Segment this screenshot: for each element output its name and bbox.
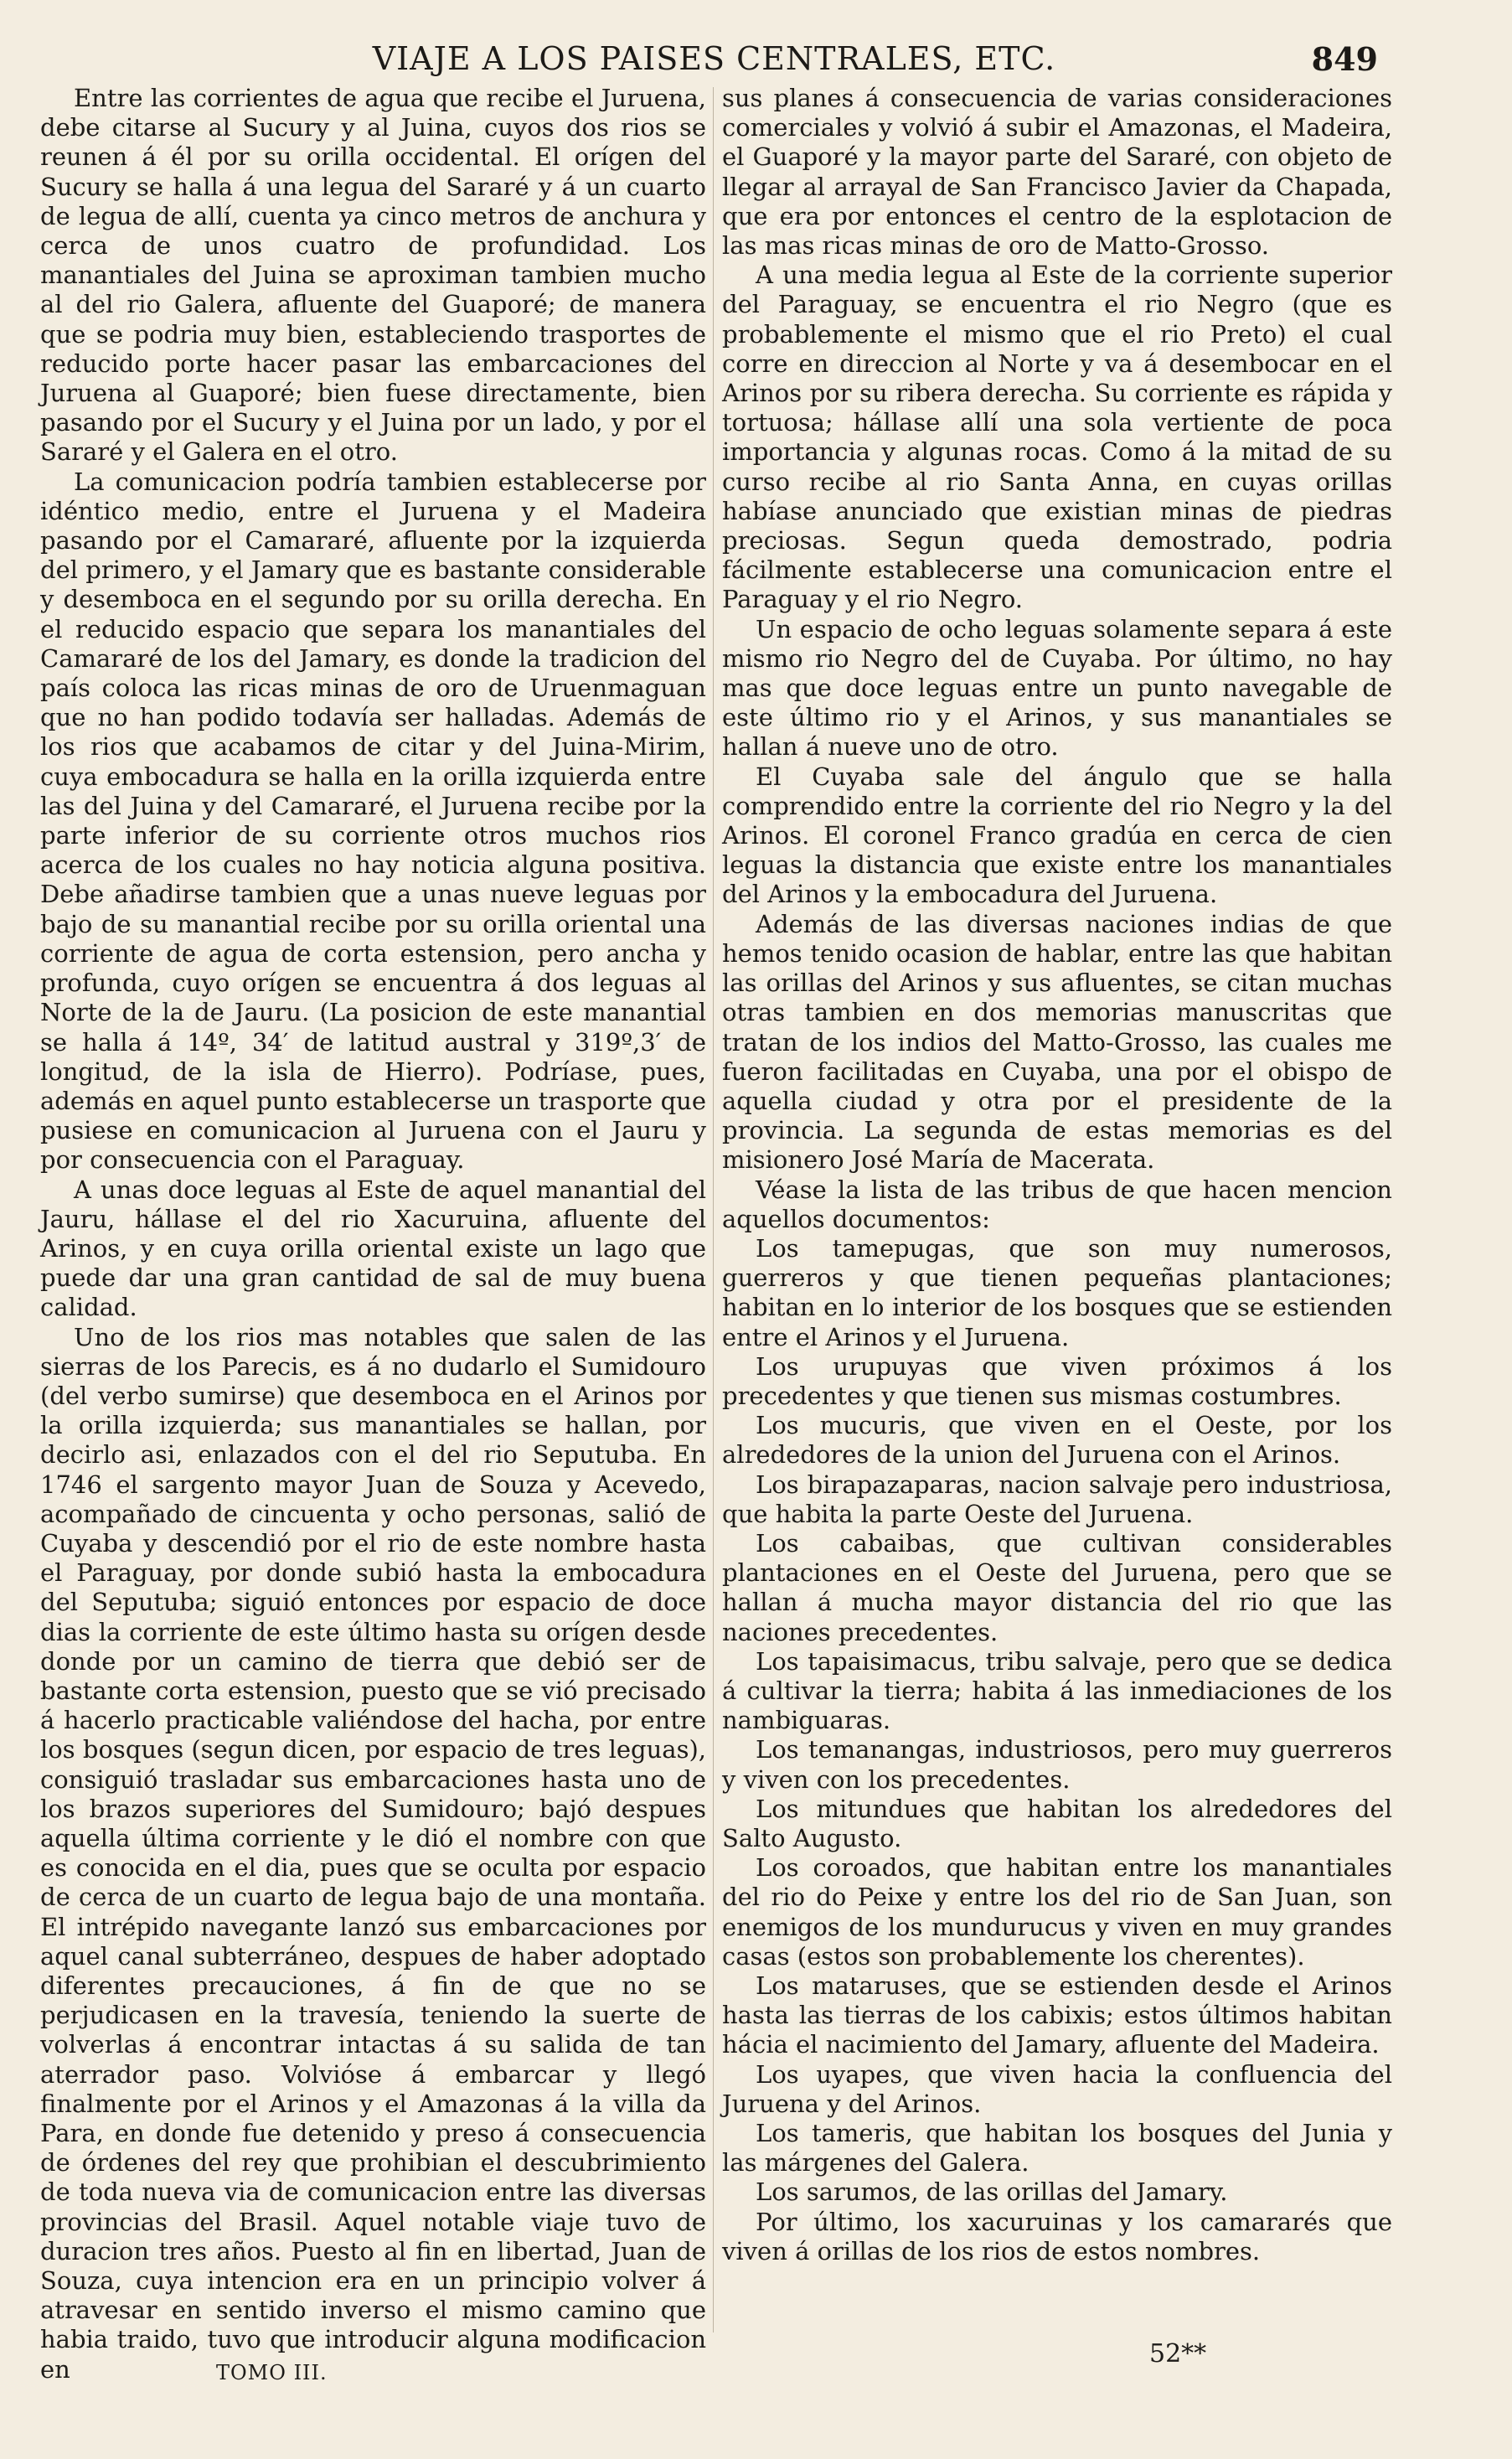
page-number: 849 xyxy=(1311,40,1378,78)
tribe-entry: Por último, los xacuruinas y los camararés que viven á orillas de los rios de estos nombres. xyxy=(722,2207,1392,2265)
tribe-entry: Los uyapes, que viven hacia la confluencia del Juruena y del Arinos. xyxy=(722,2059,1392,2118)
paragraph: Véase la lista de las tribus de que hacen mencion aquellos documentos: xyxy=(722,1175,1392,1233)
tribe-entry: Los mitundues que habitan los alrededores del Salto Augusto. xyxy=(722,1794,1392,1852)
paragraph: La comunicacion podría tambien establecerse por idéntico medio, entre el Juruena y el Madeira pasando por el Camararé, afluente por la izquierda del primero, y el Jamary que es bastante considerable y desemboca en el segundo por su orilla derecha. En el reducido espacio que separa los manantiales del Camararé de los del Jamary, es donde la tradicion del país coloca las ricas minas de oro de Uruenmaguan que no han podido todavía ser halladas. Además de los rios que acabamos de citar y del Juina-Mirim, cuya embocadura se halla en la orilla izquierda entre las del Juina y del Camararé, el Juruena recibe por la parte inferior de su corriente otros muchos rios acerca de los cuales no hay noticia alguna positiva. Debe añadirse tambien que a unas nueve leguas por bajo de su manantial recibe por su orilla oriental una corriente de agua de corta estension, pero ancha y profunda, cuyo orígen se encuentra á dos leguas al Norte de la de Jauru. (La posicion de este manantial se halla á 14º, 34′ de latitud austral y 319º,3′ de longitud, de la isla de Hierro). Podríase, pues, además en aquel punto establecerse un trasporte que pusiese en comunicacion al Juruena con el Jauru y por consecuencia con el Paraguay. xyxy=(40,467,706,1175)
tribe-entry: Los tamepugas, que son muy numerosos, guerreros y que tienen pequeñas plantaciones; habitan en lo interior de los bosques que se estienden entre el Arinos y el Juruena. xyxy=(722,1233,1392,1351)
tribe-entry: Los sarumos, de las orillas del Jamary. xyxy=(756,2177,1228,2207)
tribe-entry: Los mucuris, que viven en el Oeste, por los alrededores de la union del Juruena con el Arinos. xyxy=(722,1411,1392,1470)
volume-label: TOMO III. xyxy=(216,2361,328,2384)
paragraph: Un espacio de ocho leguas solamente separa á este mismo rio Negro del de Cuyaba. Por último, no hay mas que doce leguas entre un punto navegable de este último rio y el Arinos, y sus manantiales se hallan á nueve uno de otro. xyxy=(722,614,1392,762)
paragraph: Uno de los rios mas notables que salen de las sierras de los Parecis, es á no dudarlo el Sumidouro (del verbo sumirse) que desemboca en el Arinos por la orilla izquierda; sus manantiales se hallan, por decirlo asi, enlazados con el del rio Seputuba. En 1746 el sargento mayor Juan de Souza y Acevedo, acompañado de cincuenta y ocho personas, salió de Cuyaba y descendió por el rio de este nombre hasta el Paraguay, por donde subió hasta la embocadura del Seputuba; siguió entonces por espacio de doce dias la corriente de este último hasta su orígen desde donde por un camino de tierra que debió ser de bastante corta estension, puesto que se vió precisado á hacerlo practicable valiéndose del hacha, por entre los bosques (segun dicen, por espacio de tres leguas), consiguió trasladar sus embarcaciones hasta uno de los brazos superiores del Sumidouro; bajó despues aquella última corriente y le dió el nombre con que es conocida en el dia, pues que se oculta por espacio de cerca de un cuarto de legua bajo de una montaña. El intrépido navegante lanzó sus embarcaciones por aquel canal subterráneo, despues de haber adoptado diferentes precauciones, á fin de que no se perjudicasen en la travesía, teniendo la suerte de volverlas á encontrar intactas á su salida de tan aterrador paso. Volvióse á embarcar y llegó finalmente por el Arinos y el Amazonas á la villa da Para, en donde fue detenido y preso á consecuencia de órdenes del rey que prohibian el descubrimiento de toda nueva via de comunicacion entre las diversas provincias del Brasil. Aquel notable viaje tuvo de duracion tres años. Puesto al fin en libertad, Juan de Souza, cuya intencion era en un principio volver á atravesar en sentido inverso el mismo camino que habia traido, tuvo que introducir alguna modificacion en xyxy=(40,1322,706,2384)
running-title: VIAJE A LOS PAISES CENTRALES, ETC. xyxy=(372,40,1056,77)
paragraph: A una media legua al Este de la corriente superior del Paraguay, se encuentra el rio Negro (que es probablemente el mismo que el rio Preto) el cual corre en direccion al Norte y va á desembocar en el Arinos por su ribera derecha. Su corriente es rápida y tortuosa; hállase allí una sola vertiente de poca importancia y algunas rocas. Como á la mitad de su curso recibe al rio Santa Anna, en cuyas orillas habíase anunciado que existian minas de piedras preciosas. Segun queda demostrado, podria fácilmente establecerse una comunicacion entre el Paraguay y el rio Negro. xyxy=(722,261,1392,614)
tribe-entry: Los tapaisimacus, tribu salvaje, pero que se dedica á cultivar la tierra; habita á las inmediaciones de los nambiguaras. xyxy=(722,1646,1392,1735)
tribe-entry: Los temanangas, industriosos, pero muy guerreros y viven con los precedentes. xyxy=(722,1735,1392,1794)
tribe-entry: Los birapazaparas, nacion salvaje pero industriosa, que habita la parte Oeste del Juruena. xyxy=(722,1470,1392,1528)
tribe-entry: Los coroados, que habitan entre los manantiales del rio do Peixe y entre los del rio de San Juan, son enemigos de los mundurucus y viven en muy grandes casas (estos son probablemente los cherentes). xyxy=(722,1853,1392,1971)
tribe-entry: Los cabaibas, que cultivan considerables plantaciones en el Oeste del Juruena, pero que se hallan á mucha mayor distancia del rio que las naciones precedentes. xyxy=(722,1528,1392,1646)
tribe-entry: Los mataruses, que se estienden desde el Arinos hasta las tierras de los cabixis; estos últimos habitan hácia el nacimiento del Jamary, afluente del Madeira. xyxy=(722,1971,1392,2059)
tribe-entry: Los urupuyas que viven próximos á los precedentes y que tienen sus mismas costumbres. xyxy=(722,1351,1392,1410)
page-header xyxy=(34,37,1395,85)
paragraph: A unas doce leguas al Este de aquel manantial del Jauru, hállase el del rio Xacuruina, afluente del Arinos, y en cuya orilla oriental existe un lago que puede dar una gran cantidad de sal de muy buena calidad. xyxy=(40,1175,706,1322)
paragraph: sus planes á consecuencia de varias consideraciones comerciales y volvió á subir el Amazonas, el Madeira, el Guaporé y la mayor parte del Sararé, con objeto de llegar al arrayal de San Francisco Javier da Chapada, que era por entonces el centro de la esplotacion de las mas ricas minas de oro de Matto-Grosso. xyxy=(722,84,1392,261)
tribe-entry: Los tameris, que habitan los bosques del Junia y las márgenes del Galera. xyxy=(722,2119,1392,2177)
signature-mark: 52** xyxy=(1149,2339,1207,2369)
paragraph: Entre las corrientes de agua que recibe el Juruena, debe citarse al Sucury y al Juina, cuyos dos rios se reunen á él por su orilla occidental. El orígen del Sucury se halla á una legua del Sararé y á un cuarto de legua de allí, cuenta ya cinco metros de anchura y cerca de unos cuatro de profundidad. Los manantiales del Juina se aproximan tambien mucho al del rio Galera, afluente del Guaporé; de manera que se podria muy bien, estableciendo trasportes de reducido porte hacer pasar las embarcaciones del Juruena al Guaporé; bien fuese directamente, bien pasando por el Sucury y el Juina por un lado, y por el Sararé y el Galera en el otro. xyxy=(40,84,706,467)
paragraph: El Cuyaba sale del ángulo que se halla comprendido entre la corriente del rio Negro y la del Arinos. El coronel Franco gradúa en cerca de cien leguas la distancia que existe entre los manantiales del Arinos y la embocadura del Juruena. xyxy=(722,762,1392,909)
right-column xyxy=(722,84,1392,2338)
paragraph: Además de las diversas naciones indias de que hemos tenido ocasion de hablar, entre las que habitan las orillas del Arinos y sus afluentes, se citan muchas otras tambien en dos memorias manuscritas que tratan de los indios del Matto-Grosso, las cuales me fueron facilitadas en Cuyaba, una por el obispo de aquella ciudad y otra por el presidente de la provincia. La segunda de estas memorias es del misionero José María de Macerata. xyxy=(722,909,1392,1175)
column-divider xyxy=(713,87,714,2332)
